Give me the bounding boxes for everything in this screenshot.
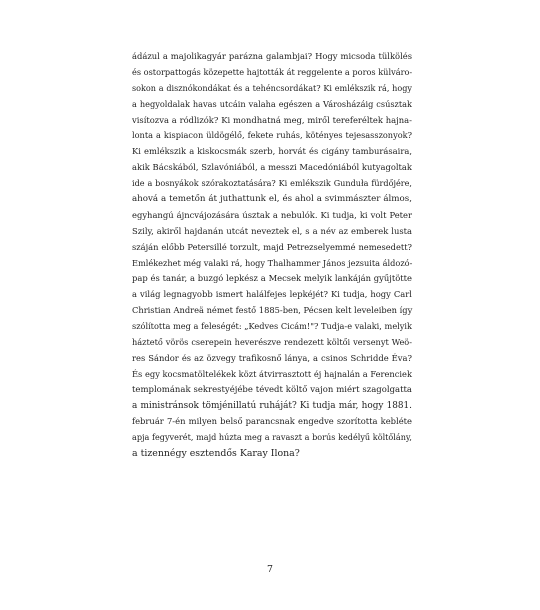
text-line: száján előbb Petersillé torzult, majd Petrezselyemmé nemesedett? [132,241,412,252]
text-line: ahová a temetőn át juthattunk el, és ahol a svimmászter álmos, [132,194,412,205]
text-line: a ministránsok tömjénillatú ruháját? Ki tudja már, hogy 1881. [132,400,412,411]
text-line: Emlékezhet még valaki rá, hogy Thalhammer János jezsuita áldozó- [132,257,413,268]
text-line: egyhangú ájncvájozására úsztak a nebulók. Ki tudja, ki volt Peter [132,209,412,220]
body-text [132,49,412,462]
text-line: Szily, akiről hajdanán utcát neveztek el, s a név az emberek lusta [132,225,412,236]
text-line: sokon a disznókondákat és a tehéncsordákat? Ki emlékszik rá, hogy [132,82,412,93]
text-line: háztető vörös cserepein heverészve rendezett költői versenyt Weö- [132,337,412,348]
text-line: És egy kocsmatöltelékek közt átvirrasztott éj hajnalán a Ferenciek [132,368,412,379]
text-line: és ostorpattogás közepette hajtották át reggelente a poros külváro- [132,66,413,77]
text-line: a hegyoldalak havas utcáin valaha egészen a Városházáig csúsztak [132,98,412,109]
page-number: 7 [267,564,273,575]
text-line: visítozva a ródlizók? Ki mondhatná meg, miről tereferéltek hajna- [132,114,412,125]
text-line: szólította meg a feleségét: „Kedves Cicám!"? Tudja-e valaki, melyik [132,321,412,332]
text-line: Ki emlékszik a kiskocsmák szerb, horvát és cigány tamburásaira, [132,146,412,157]
text-line-last: a tizennégy esztendős Karay Ilona? [132,448,300,460]
text-line: a világ legnagyobb ismert halálfejes lepkéjét? Ki tudja, hogy Carl [132,289,412,300]
text-line: február 7-én milyen belső parancsnak engedve szorította kebléte [132,416,412,427]
text-line: akik Bácskából, Szlavóniából, a messzi Macedóniából kutyagoltak [132,162,412,173]
text-line: pap és tanár, a buzgó lepkész a Mecsek melyik lankáján gyűjtötte [132,273,412,284]
text-line: ádázul a majolikagyár parázna galambjai? Hogy micsoda tülkölés [132,51,412,61]
text-line: apja fegyverét, majd húzta meg a ravaszt a borús kedélyű költőlány, [132,432,412,443]
text-line: res Sándor és az özvegy trafikosnő lánya, a csinos Schridde Éva? [132,352,412,363]
text-line: lonta a kispiacon üldögélő, fekete ruhás, kötényes tejesasszonyok? [132,130,412,141]
text-line: ide a bosnyákok szórakoztatására? Ki emlékszik Gunduła fürdőjére, [132,178,412,189]
text-line: templomának sekrestyéjébe tévedt költő vajon miért szagolgatta [132,384,412,395]
text-line: Christian Andreä német festő 1885-ben, Pécsen kelt leveleiben így [132,305,413,316]
